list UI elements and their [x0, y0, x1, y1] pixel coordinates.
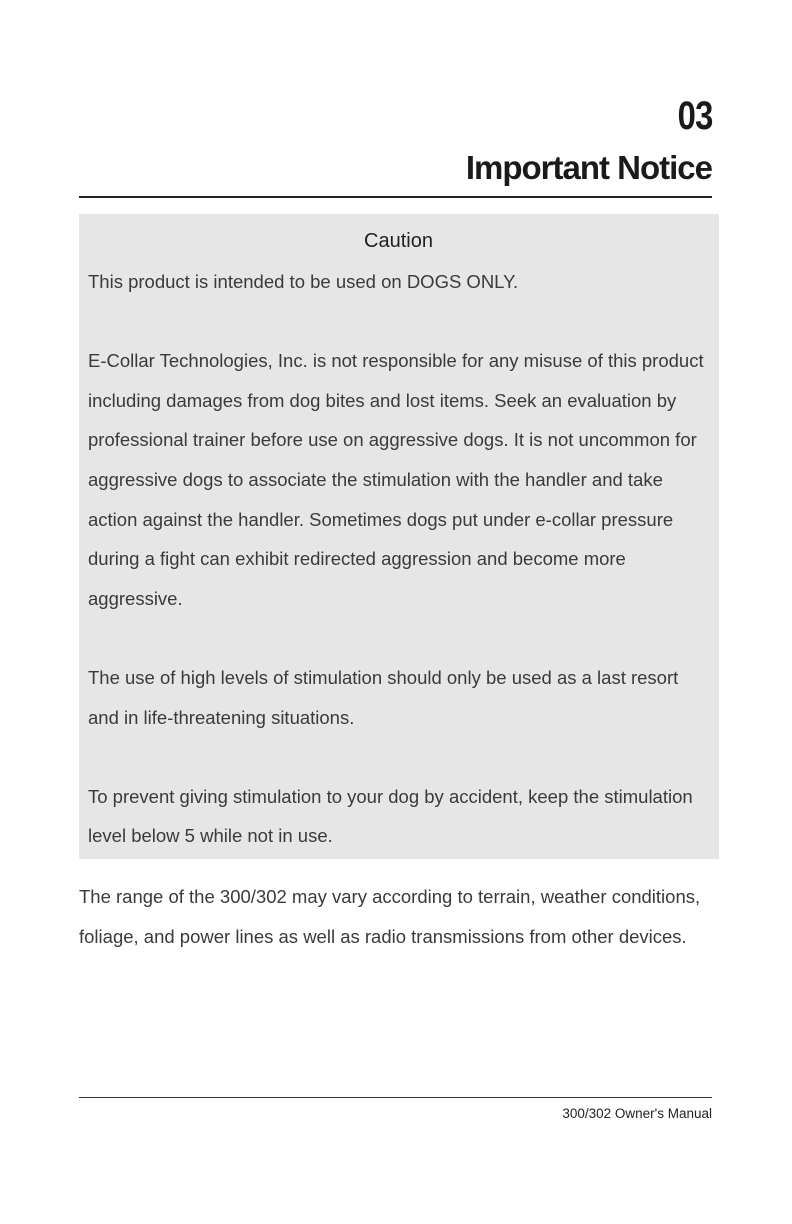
caution-paragraph-accidental-stimulation: To prevent giving stimulation to your dog by accident, keep the stimulation level below 5 while not in use.: [88, 785, 693, 847]
caution-paragraph-liability: E-Collar Technologies, Inc. is not responsible for any misuse of this product including damages from dog bites and lost items. Seek an evaluation by professional trainer before use on aggressive dogs. It is not uncommon for aggressive dogs to associate the stimulation with the handler and take action against the handler. Sometimes dogs put under e-collar pressure during a fight can exhibit redirected aggression and become more aggressive.: [88, 350, 704, 609]
caution-paragraph-dogs-only: This product is intended to be used on DOGS ONLY.: [88, 271, 519, 292]
caution-heading: Caution: [364, 230, 433, 252]
footer-manual-name: 300/302 Owner's Manual: [562, 1106, 712, 1121]
chapter-number: 03: [677, 94, 712, 138]
footer-divider: [79, 1097, 712, 1098]
page-title: Important Notice: [465, 149, 712, 186]
title-divider: [79, 196, 712, 198]
range-note: The range of the 300/302 may vary according to terrain, weather conditions, foliage, and power lines as well as radio transmissions from other devices.: [79, 886, 701, 947]
caution-box: [79, 214, 719, 859]
caution-paragraph-high-levels: The use of high levels of stimulation should only be used as a last resort and in life-threatening situations.: [88, 666, 679, 728]
